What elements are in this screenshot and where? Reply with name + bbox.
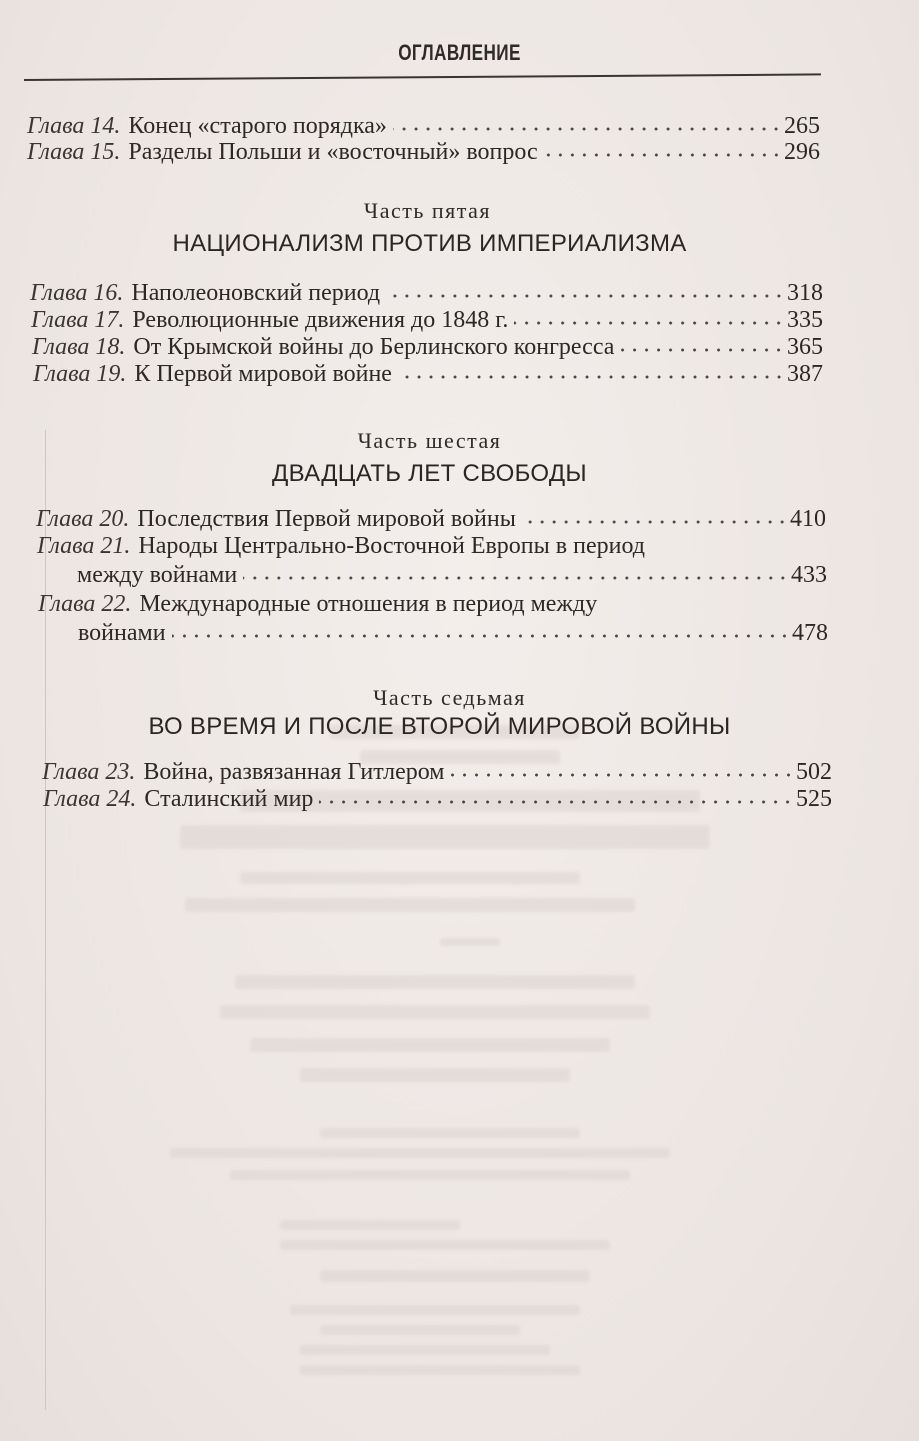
toc-entry[interactable]	[30, 279, 823, 307]
chapter-label: Глава 18.	[32, 334, 126, 360]
toc-entry[interactable]	[42, 758, 832, 786]
chapter-title: К Первой мировой войне	[134, 361, 392, 387]
toc-entry-line1[interactable]	[37, 532, 645, 560]
page-number: 387	[787, 361, 823, 387]
toc-entry[interactable]	[27, 112, 820, 140]
page-number: 502	[796, 759, 832, 785]
page-number: 335	[787, 307, 823, 333]
page-number: 365	[787, 334, 823, 360]
chapter-label: Глава 19.	[33, 361, 127, 387]
chapter-title: Революционные движения до 1848 г.	[132, 307, 509, 333]
chapter-title: Конец «старого порядка»	[128, 113, 387, 139]
header-rule	[24, 73, 821, 81]
page-number: 478	[792, 620, 828, 646]
page-number: 525	[796, 786, 832, 812]
chapter-title: Разделы Польши и «восточный» вопрос	[128, 139, 538, 165]
chapter-title: От Крымской войны до Берлинского конгресса	[133, 334, 615, 360]
chapter-label: Глава 21.	[37, 533, 131, 559]
chapter-label: Глава 17.	[31, 307, 125, 333]
page-number: 318	[787, 280, 823, 306]
chapter-label: Глава 16.	[30, 280, 124, 306]
part-label: Часть пятая	[363, 198, 492, 223]
toc-entry[interactable]	[31, 306, 823, 334]
toc-entry-line1[interactable]	[38, 590, 597, 618]
leader-dots	[386, 294, 785, 298]
chapter-title: Международные отношения в период между	[139, 591, 598, 617]
chapter-label: Глава 14.	[27, 113, 121, 139]
toc-entry-line2[interactable]	[78, 619, 828, 647]
chapter-title: Сталинский мир	[144, 786, 314, 812]
chapter-title: Война, развязанная Гитлером	[143, 759, 445, 785]
leader-dots	[620, 348, 785, 352]
toc-entry[interactable]	[32, 333, 823, 361]
leader-dots	[544, 153, 782, 157]
part-label: Часть шестая	[357, 428, 502, 453]
leader-dots	[522, 520, 788, 524]
page-number: 433	[791, 562, 827, 588]
running-head: ОГЛАВЛЕНИЕ	[398, 40, 521, 65]
part-title: ВО ВРЕМЯ И ПОСЛЕ ВТОРОЙ МИРОВОЙ ВОЙНЫ	[148, 713, 731, 740]
chapter-label: Глава 15.	[27, 139, 121, 165]
leader-dots	[398, 375, 785, 379]
chapter-title-continued: войнами	[78, 620, 166, 646]
toc-entry-line2[interactable]	[77, 561, 827, 589]
chapter-title: Последствия Первой мировой войны	[137, 506, 516, 532]
toc-entry[interactable]	[36, 505, 826, 533]
part-title: НАЦИОНАЛИЗМ ПРОТИВ ИМПЕРИАЛИЗМА	[172, 230, 687, 257]
toc-entry[interactable]	[33, 360, 823, 388]
page-number: 410	[790, 506, 826, 532]
leader-dots	[172, 634, 790, 638]
chapter-label: Глава 22.	[38, 591, 132, 617]
chapter-title: Наполеоновский период	[131, 280, 381, 306]
chapter-label: Глава 20.	[36, 506, 130, 532]
leader-dots	[393, 127, 782, 131]
chapter-title: Народы Центрально-Восточной Европы в период	[138, 533, 645, 559]
part-title: ДВАДЦАТЬ ЛЕТ СВОБОДЫ	[272, 460, 587, 487]
toc-entry[interactable]	[27, 138, 820, 166]
part-label: Часть седьмая	[373, 685, 526, 710]
leader-dots	[451, 773, 795, 777]
leader-dots	[319, 800, 794, 804]
leader-dots	[243, 576, 789, 580]
toc-entry[interactable]	[43, 785, 832, 813]
chapter-label: Глава 23.	[42, 759, 136, 785]
chapter-label: Глава 24.	[43, 786, 137, 812]
page-number: 265	[784, 113, 820, 139]
page-number: 296	[784, 139, 820, 165]
leader-dots	[514, 321, 785, 325]
chapter-title-continued: между войнами	[77, 562, 238, 588]
